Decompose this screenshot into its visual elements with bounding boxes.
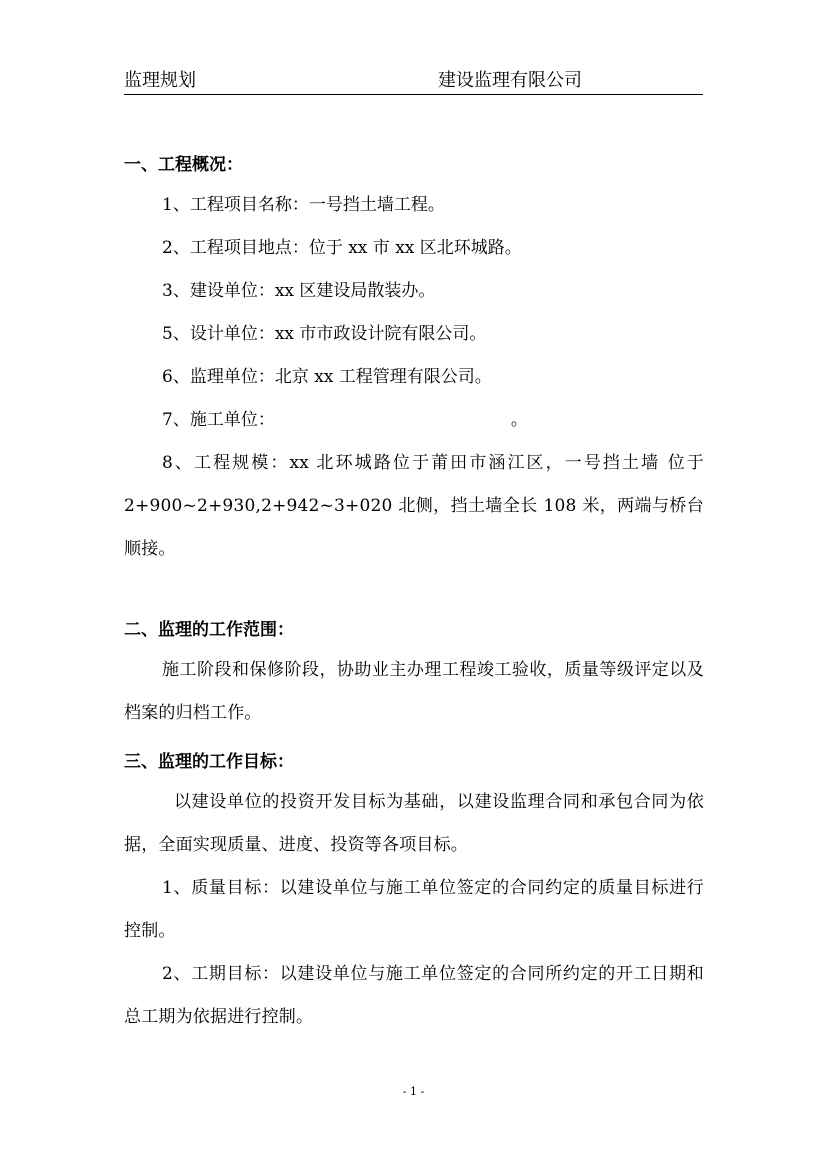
overview-item-supervisor: 6、监理单位：北京 xx 工程管理有限公司。 — [162, 367, 492, 387]
overview-item-designer: 5、设计单位：xx 市市政设计院有限公司。 — [162, 324, 487, 344]
overview-item-owner: 3、建设单位：xx 区建设局散装办。 — [162, 281, 436, 301]
goal-quality: 1、质量目标：以建设单位与施工单位签定的合同约定的质量目标进行控制。 — [124, 878, 704, 941]
contractor-label: 7、施工单位： — [162, 410, 275, 430]
section-heading-goals: 三、监理的工作目标： — [124, 752, 294, 772]
overview-item-contractor — [124, 399, 704, 442]
section-heading-scope: 二、监理的工作范围： — [124, 620, 294, 640]
scope-text: 施工阶段和保修阶段，协助业主办理工程竣工验收，质量等级评定以及档案的归档工作。 — [124, 660, 704, 723]
page-number: - 1 - — [402, 1085, 425, 1098]
document-body — [124, 146, 704, 1039]
contractor-end: 。 — [510, 410, 528, 430]
goals-intro: 以建设单位的投资开发目标为基础，以建设监理合同和承包合同为依据，全面实现质量、进度、投资等各项目标。 — [124, 792, 704, 855]
overview-item-project-name: 1、工程项目名称：一号挡土墙工程。 — [162, 195, 445, 215]
header-doc-title: 监理规划 — [124, 70, 196, 91]
page-header — [124, 62, 703, 95]
header-company-name: 建设监理有限公司 — [438, 70, 582, 91]
goal-schedule: 2、工期目标：以建设单位与施工单位签定的合同所约定的开工日期和总工期为依据进行控制。 — [124, 964, 704, 1027]
overview-item-scale: 8、工程规模：xx 北环城路位于莆田市涵江区，一号挡土墙 位于 2+900~2+930,2+942~3+020 北侧，挡土墙全长 108 米，两端与桥台顺接。 — [124, 453, 704, 559]
overview-item-location: 2、工程项目地点：位于 xx 市 xx 区北环城路。 — [162, 238, 522, 258]
section-heading-overview: 一、工程概况： — [124, 155, 243, 175]
